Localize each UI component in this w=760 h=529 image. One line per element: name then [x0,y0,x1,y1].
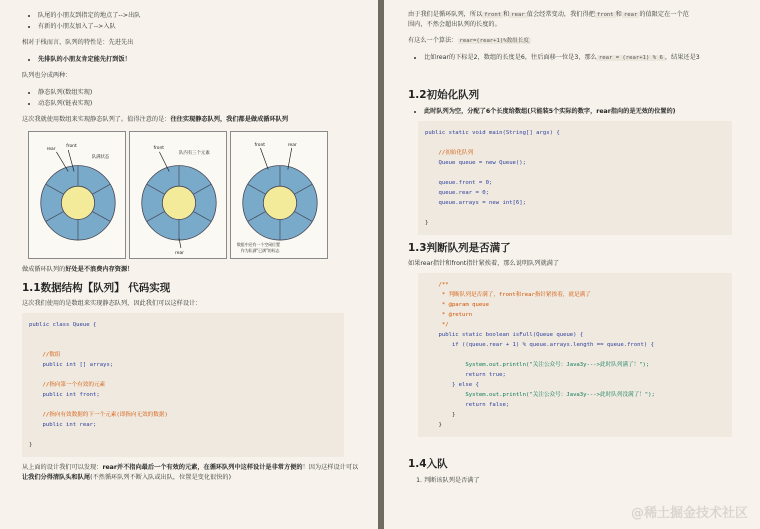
list-item: • 此时队列为空，分配了6个长度给数组(只能装5个实际的数字，rear指向的是无效的位置的) [424,106,742,117]
paragraph: 有这么一个算法： rear=(rear+1)%数组长度 [408,37,530,44]
heading-1-2: 1.2初始化队列 [408,89,480,101]
list-item: • 静态队列(数组实现) [38,87,360,98]
paragraph: 队列也分成两种： [22,72,72,79]
svg-text:front: front [254,143,265,149]
bullet-list [22,10,360,32]
list-item: • 动态队列(链表实现) [38,98,360,109]
svg-text:队满状态: 队满状态 [91,154,110,160]
list-item: 1. 判断该队列是否满了 [424,475,742,486]
bullet-list [408,106,742,117]
svg-text:队内有三个元素: 队内有三个元素 [178,150,210,156]
bullet-list [22,87,360,109]
list-item: • 队尾的小朋友到指定的地点了-->出队 [38,10,360,21]
svg-text:rear: rear [46,146,56,152]
code-block-init: public static void main(String[] args) { //初始化队列 Queue queue = new Queue(); queue.front = 0; queue.rear = 0; queue.arrays = new int[6]; } [418,121,732,235]
right-page [384,0,760,529]
svg-text:rear: rear [175,250,184,256]
heading-1-4: 1.4入队 [408,458,448,470]
figure-full-queue [28,131,126,259]
code-block-isfull: /** * 判断队列是否满了，front和rear指针紧挨着，就是满了 * @param queue * @return */ public static boolean isFull(Queue queue) { if ((queue.rear + 1) % queue.arrays.length == queue.front) { System.out.println("关注公众号：Java3y--->此时队列满了！"); return true; } else { System.out.println("关注公众号：Java3y--->此时队列没满了！"); return false; } } [418,273,732,437]
figure-three-elements [129,131,227,259]
list-item: • 有新的小朋友加入了-->入队 [38,21,360,32]
left-page [0,0,378,529]
paragraph: 由于我们是循环队列，所以 front 和 rear 值会经常变动，我们得把 front 和 rear 的值限定在一个范 围内，不然会超出队列的长度的。 [408,11,689,28]
paragraph: 从上面的设计我们可以发现：rear并不指向最后一个有效的元素，在循环队列中这样设计是非常方便的！因为这样设计可以让我们分得清队头和队尾(不然循环队列不断入队或出队，位置是变化很快的) [22,464,359,481]
svg-text:数组中还有一个空闲位置: 数组中还有一个空闲位置 [236,241,280,247]
paragraph: 如果rear指针和front指针紧挨着，那么说明队列就满了 [408,260,560,267]
svg-text:作为队满"已满"的标志: 作为队满"已满"的标志 [240,247,280,253]
svg-text:front: front [66,144,77,149]
bullet-list [22,54,360,65]
code-block-queue-class: public class Queue { //数组 public int [] arrays; //指向第一个有效的元素 public int front; //指向有效数据的下一个元素(即指向无效的数据) public int rear; } [22,313,344,457]
svg-text:rear: rear [287,143,297,149]
ordered-list [408,475,742,486]
paragraph: 做成循环队列的好处是不浪费内存资源！ [22,266,134,273]
paragraph: 相对于栈而言，队列的特性是：先进先出 [22,39,134,46]
heading-1-3: 1.3判断队列是否满了 [408,242,511,254]
circular-queue-figures [28,131,360,259]
list-item: • 比如rear的下标是2，数组的长度是6，往后面移一位是3，那么 rear = (rear+1) % 6 ，结果还是3 [424,52,742,64]
list-item: • 先排队的小朋友肯定能先打到饭！ [38,54,360,65]
paragraph: 这次我们使用的是数组来实现静态队列，因此我们可以这样设计： [22,300,202,307]
svg-text:front: front [153,145,164,151]
bullet-list [408,52,742,64]
figure-one-free-slot [230,131,328,259]
watermark: @稀土掘金技术社区 [630,506,748,521]
heading-1-1: 1.1数据结构【队列】 代码实现 [22,282,171,294]
paragraph: 这次我就使用数组来实现静态队列了。值得注意的是：往往实现静态队列，我们都是做成循环队列 [22,116,289,123]
